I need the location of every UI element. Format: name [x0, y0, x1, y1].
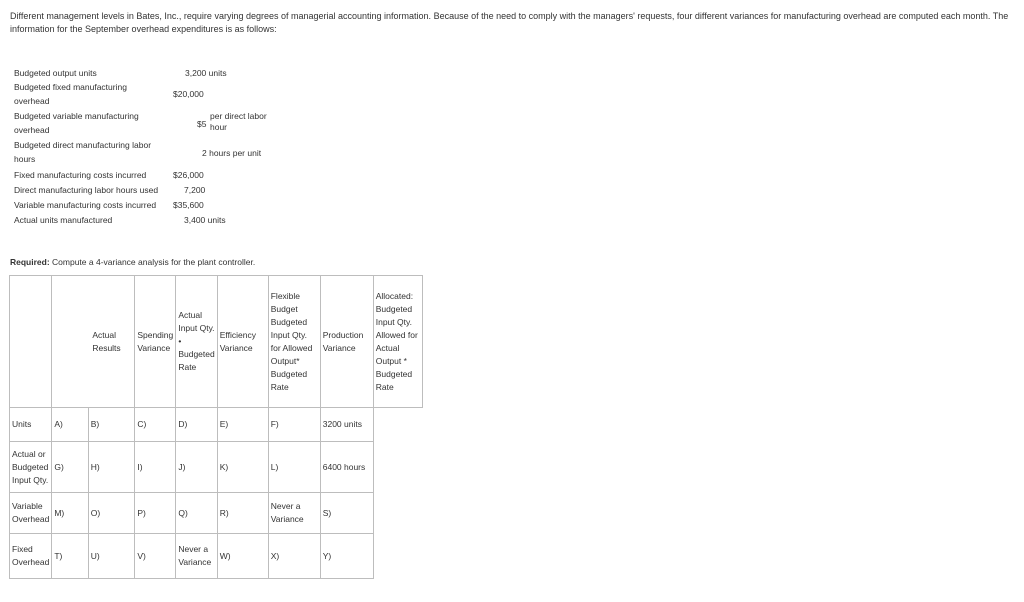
table-cell: L) [268, 442, 320, 493]
row-label: Variable Overhead [10, 493, 52, 534]
table-cell: I) [135, 442, 176, 493]
header-actual-input: Actual Input Qty. • Budgeted Rate [176, 276, 217, 408]
table-cell: O) [88, 493, 135, 534]
table-cell: K) [217, 442, 268, 493]
table-row [10, 534, 423, 579]
header-efficiency-variance: Efficiency Variance [217, 276, 268, 408]
fixed-incurred-label: Fixed manufacturing costs incurred [14, 170, 147, 180]
table-cell: J) [176, 442, 217, 493]
header-row [10, 276, 423, 408]
actual-units-label: Actual units manufactured [14, 215, 113, 225]
table-row [10, 493, 423, 534]
budgeted-variable-value: $5 [197, 119, 207, 129]
required-text: Compute a 4-variance analysis for the plant controller. [49, 257, 256, 267]
given-data [14, 66, 314, 236]
table-cell: P) [135, 493, 176, 534]
budgeted-variable-unit: per direct labor hour [210, 111, 267, 132]
table-cell: T) [52, 534, 88, 579]
table-cell: D) [176, 408, 217, 442]
fixed-incurred-value: $26,000 [173, 170, 204, 180]
table-cell: V) [135, 534, 176, 579]
table-cell: B) [88, 408, 135, 442]
actual-units-value: 3,400 units [184, 215, 226, 225]
header-flexible-budget: Flexible Budget Budgeted Input Qty. for Allowed Output* Budgeted Rate [268, 276, 320, 408]
budgeted-fixed-label: Budgeted fixed manufacturing overhead [14, 82, 127, 106]
header-production-variance: Production Variance [320, 276, 373, 408]
table-cell: E) [217, 408, 268, 442]
table-cell: Never a Variance [176, 534, 217, 579]
header-allocated: Allocated: Budgeted Input Qty. Allowed for Actual Output * Budgeted Rate [373, 276, 422, 408]
budgeted-output-units-value: 3,200 units [185, 68, 227, 78]
table-cell: Never a Variance [268, 493, 320, 534]
table-cell: U) [88, 534, 135, 579]
budgeted-variable-label: Budgeted variable manufacturing overhead [14, 111, 139, 135]
dl-used-value: 7,200 [184, 185, 206, 195]
budgeted-output-units-label: Budgeted output units [14, 68, 97, 78]
table-cell: 3200 units [320, 408, 373, 442]
table-cell: G) [52, 442, 88, 493]
header-actual-results-text: Actual Results [92, 329, 121, 353]
table-row [10, 442, 423, 493]
table-cell: M) [52, 493, 88, 534]
table-cell: R) [217, 493, 268, 534]
row-label: Fixed Overhead [10, 534, 52, 579]
table-cell: S) [320, 493, 373, 534]
table-cell: 6400 hours [320, 442, 373, 493]
table-cell: F) [268, 408, 320, 442]
header-actual-results [52, 276, 135, 408]
table-cell: W) [217, 534, 268, 579]
table-cell: X) [268, 534, 320, 579]
table-cell: Y) [320, 534, 373, 579]
budgeted-dl-label: Budgeted direct manufacturing labor hours [14, 140, 152, 164]
dl-used-label: Direct manufacturing labor hours used [14, 185, 159, 195]
row-label: Units [10, 408, 52, 442]
variance-table [9, 275, 423, 579]
header-blank [10, 276, 52, 408]
header-spending-variance: Spending Variance [135, 276, 176, 408]
variable-incurred-label: Variable manufacturing costs incurred [14, 200, 157, 210]
budgeted-fixed-value: $20,000 [173, 89, 204, 99]
table-cell: Q) [176, 493, 217, 534]
table-cell: A) [52, 408, 88, 442]
problem-intro: Different management levels in Bates, Inc., require varying degrees of managerial accounting information. Because of the need to comply with the managers' requests, four different variances for manufacturing overhead are computed each month. The information for the September overhead expenditures is as follows: [10, 11, 1009, 34]
required-label: Required: [10, 257, 50, 267]
table-row [10, 408, 423, 442]
table-cell: C) [135, 408, 176, 442]
variable-incurred-value: $35,600 [173, 200, 204, 210]
table-cell: H) [88, 442, 135, 493]
row-label: Actual or Budgeted Input Qty. [10, 442, 52, 493]
required-instruction [10, 257, 255, 267]
budgeted-dl-value: 2 hours per unit [202, 148, 262, 158]
